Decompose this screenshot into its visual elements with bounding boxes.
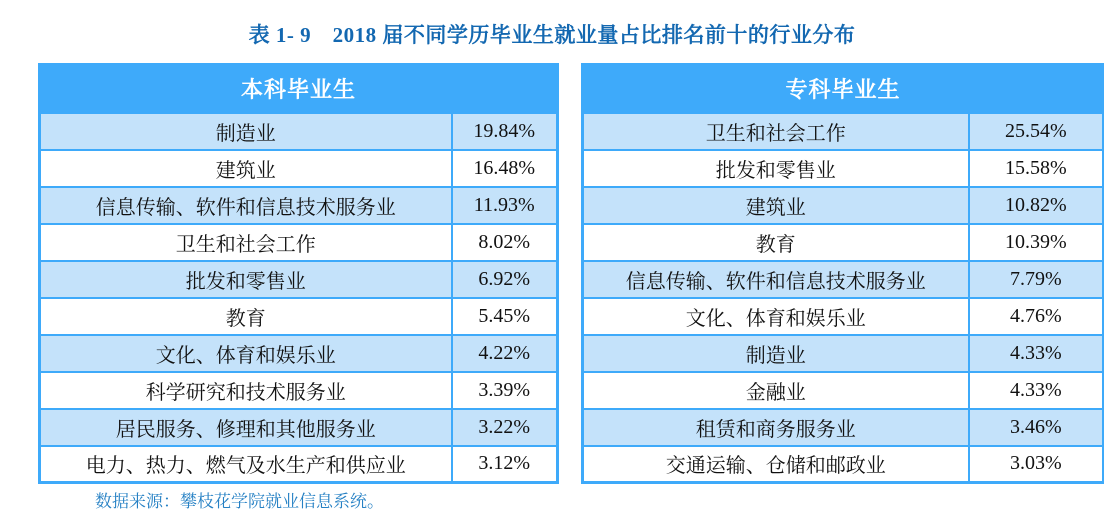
data-source-note: 数据来源：攀枝花学院就业信息系统。 bbox=[95, 492, 384, 511]
share-value-cell: 25.54% bbox=[969, 113, 1104, 150]
share-value-cell: 7.79% bbox=[969, 261, 1104, 298]
share-value-cell: 3.03% bbox=[969, 446, 1104, 483]
share-value-cell: 4.33% bbox=[969, 335, 1104, 372]
industry-cell: 教育 bbox=[40, 298, 452, 335]
share-value-cell: 10.82% bbox=[969, 187, 1104, 224]
industry-cell: 建筑业 bbox=[583, 187, 969, 224]
industry-cell: 科学研究和技术服务业 bbox=[40, 372, 452, 409]
table-row bbox=[583, 187, 1104, 224]
table-header: 专科毕业生 bbox=[583, 65, 1104, 113]
table-caption-title: 表 1- 9 2018 届不同学历毕业生就业量占比排名前十的行业分布 bbox=[248, 23, 856, 47]
table-row bbox=[40, 446, 558, 483]
industry-cell: 卫生和社会工作 bbox=[40, 224, 452, 261]
share-value-cell: 4.22% bbox=[452, 335, 558, 372]
share-value-cell: 4.76% bbox=[969, 298, 1104, 335]
industry-cell: 信息传输、软件和信息技术服务业 bbox=[583, 261, 969, 298]
table-header-row bbox=[583, 65, 1104, 113]
table-row bbox=[583, 298, 1104, 335]
table-row bbox=[40, 335, 558, 372]
industry-cell: 制造业 bbox=[40, 113, 452, 150]
share-value-cell: 4.33% bbox=[969, 372, 1104, 409]
table-row bbox=[583, 335, 1104, 372]
table-row bbox=[40, 298, 558, 335]
industry-cell: 租赁和商务服务业 bbox=[583, 409, 969, 446]
share-value-cell: 10.39% bbox=[969, 224, 1104, 261]
industry-cell: 建筑业 bbox=[40, 150, 452, 187]
table-row bbox=[583, 372, 1104, 409]
industry-cell: 电力、热力、燃气及水生产和供应业 bbox=[40, 446, 452, 483]
share-value-cell: 11.93% bbox=[452, 187, 558, 224]
table-row bbox=[40, 372, 558, 409]
industry-cell: 文化、体育和娱乐业 bbox=[583, 298, 969, 335]
industry-cell: 制造业 bbox=[583, 335, 969, 372]
table-junior-college bbox=[581, 63, 1104, 484]
table-row bbox=[40, 409, 558, 446]
table-undergraduate bbox=[38, 63, 559, 484]
industry-cell: 批发和零售业 bbox=[583, 150, 969, 187]
industry-cell: 文化、体育和娱乐业 bbox=[40, 335, 452, 372]
table-row bbox=[40, 224, 558, 261]
table-row bbox=[583, 150, 1104, 187]
share-value-cell: 8.02% bbox=[452, 224, 558, 261]
share-value-cell: 19.84% bbox=[452, 113, 558, 150]
share-value-cell: 3.39% bbox=[452, 372, 558, 409]
industry-cell: 批发和零售业 bbox=[40, 261, 452, 298]
industry-cell: 卫生和社会工作 bbox=[583, 113, 969, 150]
table-row bbox=[583, 409, 1104, 446]
tables-container bbox=[38, 63, 1104, 484]
table-header-row bbox=[40, 65, 558, 113]
table-header: 本科毕业生 bbox=[40, 65, 558, 113]
table-row bbox=[40, 150, 558, 187]
share-value-cell: 5.45% bbox=[452, 298, 558, 335]
share-value-cell: 3.12% bbox=[452, 446, 558, 483]
share-value-cell: 3.46% bbox=[969, 409, 1104, 446]
table-row bbox=[583, 446, 1104, 483]
table-row bbox=[40, 113, 558, 150]
table-row bbox=[583, 113, 1104, 150]
industry-cell: 金融业 bbox=[583, 372, 969, 409]
table-row bbox=[40, 261, 558, 298]
industry-cell: 教育 bbox=[583, 224, 969, 261]
share-value-cell: 16.48% bbox=[452, 150, 558, 187]
industry-cell: 信息传输、软件和信息技术服务业 bbox=[40, 187, 452, 224]
table-row bbox=[40, 187, 558, 224]
table-row bbox=[583, 261, 1104, 298]
share-value-cell: 3.22% bbox=[452, 409, 558, 446]
industry-cell: 交通运输、仓储和邮政业 bbox=[583, 446, 969, 483]
industry-cell: 居民服务、修理和其他服务业 bbox=[40, 409, 452, 446]
share-value-cell: 6.92% bbox=[452, 261, 558, 298]
share-value-cell: 15.58% bbox=[969, 150, 1104, 187]
table-row bbox=[583, 224, 1104, 261]
